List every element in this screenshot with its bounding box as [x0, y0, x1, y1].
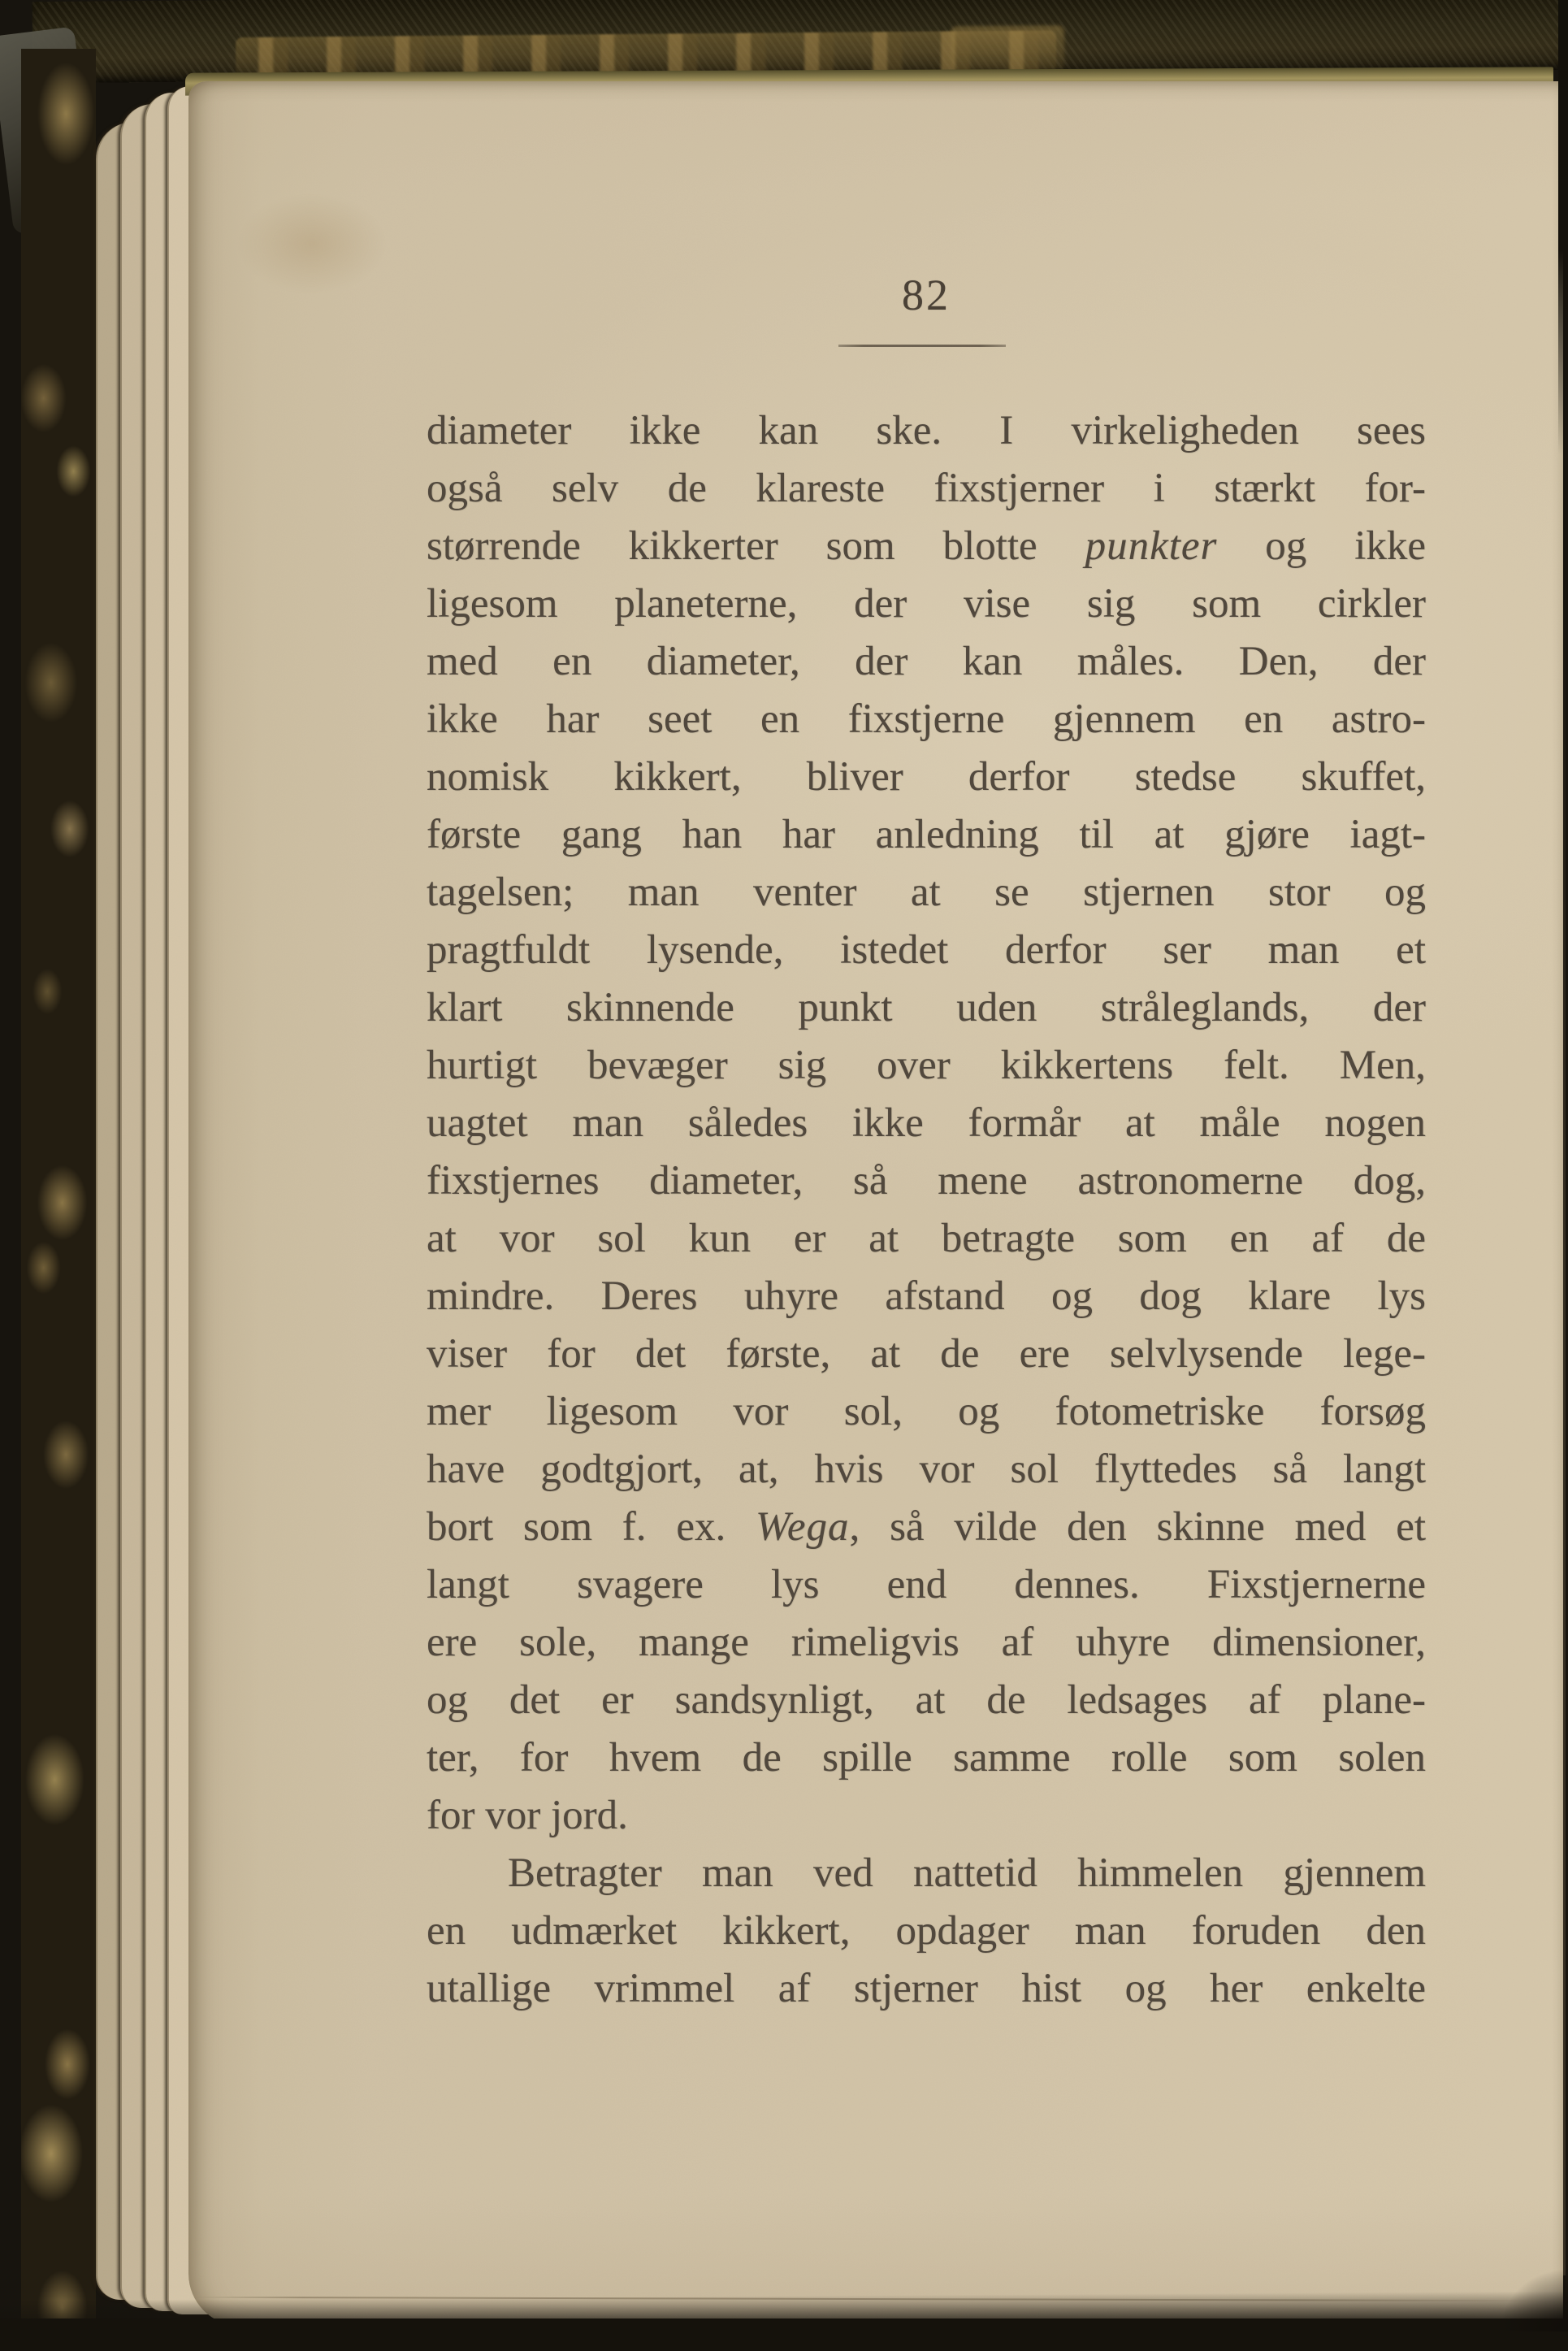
text-segment: og ikke — [1217, 523, 1426, 569]
text-segment: mindre. Deres uhyre afstand og dog klare lys — [427, 1273, 1426, 1319]
book-page — [188, 81, 1563, 2326]
text-line — [427, 1672, 1426, 1729]
text-line — [427, 1614, 1426, 1672]
text-segment: klart skinnende punkt uden stråleglands, der — [427, 985, 1426, 1030]
text-line — [427, 633, 1426, 691]
text-line — [427, 1152, 1426, 1210]
text-line — [427, 1729, 1426, 1787]
text-line — [427, 1095, 1426, 1152]
text-line — [427, 1499, 1426, 1556]
page-number-rule — [838, 345, 1006, 347]
page-number: 82 — [902, 271, 951, 319]
text-line — [427, 1960, 1426, 2018]
text-segment: størrende kikkerter som blotte — [427, 523, 1085, 569]
text-segment: ikke har seet en fixstjerne gjennem en astro- — [427, 696, 1426, 742]
text-segment: og det er sandsynligt, at de ledsages af plane- — [427, 1677, 1426, 1723]
text-line — [427, 979, 1426, 1037]
text-segment: ligesom planeterne, der vise sig som cirkler — [427, 581, 1426, 627]
book-cover-bottom-edge — [0, 2318, 1568, 2351]
text-line — [427, 1210, 1426, 1268]
text-segment: Betragter man ved nattetid himmelen gjennem — [508, 1850, 1426, 1896]
text-segment: også selv de klareste fixstjerner i stærkt for- — [427, 466, 1426, 511]
text-segment: uagtet man således ikke formår at måle nogen — [427, 1100, 1426, 1146]
text-line — [427, 922, 1426, 979]
right-page-edge-shadow — [1563, 569, 1566, 2275]
text-line — [427, 460, 1426, 518]
cover-wear-patch — [951, 25, 1064, 72]
text-line — [427, 518, 1426, 575]
paper-stain — [239, 195, 385, 293]
text-line — [427, 691, 1426, 748]
text-segment: , så vilde den skinne med et — [849, 1504, 1426, 1550]
italic-text-segment: Wega — [756, 1504, 850, 1550]
text-line — [427, 1556, 1426, 1614]
text-line — [427, 1441, 1426, 1499]
text-line — [427, 1383, 1426, 1441]
text-segment: langt svagere lys end dennes. Fixstjernerne — [427, 1562, 1426, 1607]
text-segment: for vor jord. — [427, 1793, 628, 1838]
text-segment: have godtgjort, at, hvis vor sol flyttedes så langt — [427, 1447, 1426, 1492]
text-segment: en udmærket kikkert, opdager man foruden den — [427, 1908, 1426, 1954]
text-line — [427, 806, 1426, 864]
text-segment: viser for det første, at de ere selvlysende lege- — [427, 1331, 1426, 1377]
text-line — [427, 575, 1426, 633]
text-segment: første gang han har anledning til at gjøre iagt- — [427, 812, 1426, 857]
text-line — [427, 402, 1426, 460]
text-segment: at vor sol kun er at betragte som en af de — [427, 1216, 1426, 1261]
text-segment: nomisk kikkert, bliver derfor stedse skuffet, — [427, 754, 1426, 800]
text-line — [427, 1902, 1426, 1960]
text-segment: diameter ikke kan ske. I virkeligheden sees — [427, 408, 1426, 453]
text-line — [427, 1268, 1426, 1325]
text-segment: ter, for hvem de spille samme rolle som solen — [427, 1735, 1426, 1781]
text-line — [427, 1845, 1426, 1902]
text-line — [427, 864, 1426, 922]
right-cover-sliver — [1558, 0, 1568, 455]
text-segment: hurtigt bevæger sig over kikkertens felt. Men, — [427, 1043, 1426, 1088]
italic-text-segment: punkter — [1085, 523, 1218, 569]
text-segment: utallige vrimmel af stjerner hist og her enkelte — [427, 1966, 1426, 2011]
text-segment: bort som f. ex. — [427, 1504, 756, 1550]
bottom-right-corner-shadow — [1479, 2250, 1568, 2331]
text-segment: pragtfuldt lysende, istedet derfor ser man et — [427, 927, 1426, 973]
text-segment: tagelsen; man venter at se stjernen stor og — [427, 870, 1426, 915]
text-line — [427, 1325, 1426, 1383]
text-line — [427, 1037, 1426, 1095]
text-block — [427, 402, 1426, 2018]
text-segment: ere sole, mange rimeligvis af uhyre dimensioner, — [427, 1620, 1426, 1665]
left-binding-marbled-edge — [21, 49, 96, 2324]
text-line — [427, 1787, 1426, 1845]
text-segment: fixstjernes diameter, så mene astronomerne dog, — [427, 1158, 1426, 1204]
text-segment: med en diameter, der kan måles. Den, der — [427, 639, 1426, 684]
text-segment: mer ligesom vor sol, og fotometriske forsøg — [427, 1389, 1426, 1434]
text-line — [427, 748, 1426, 806]
